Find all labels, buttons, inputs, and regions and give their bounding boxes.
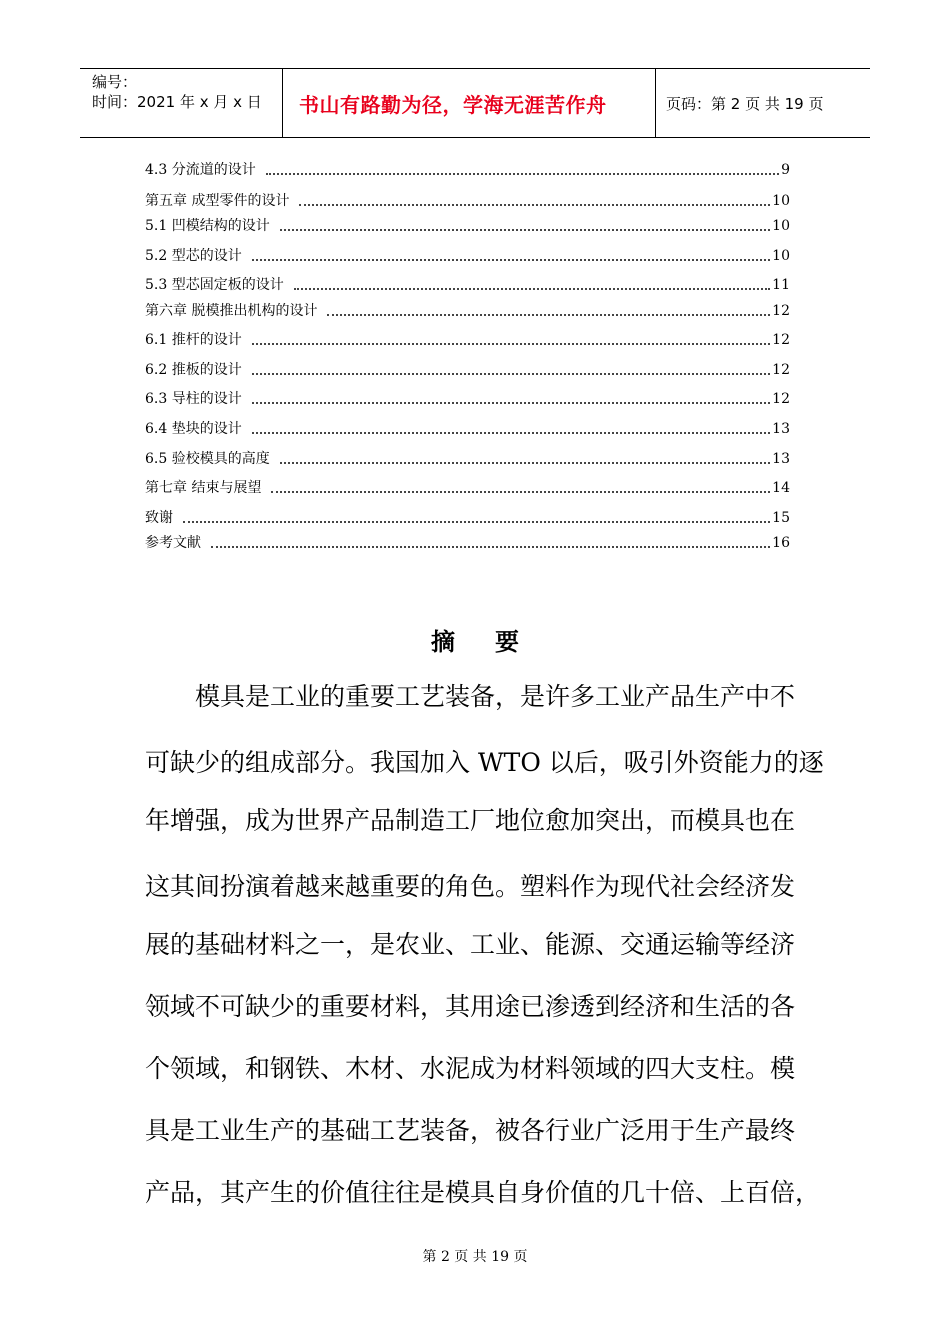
toc-leader-dots — [280, 229, 770, 231]
toc-entry-page: 12 — [772, 391, 790, 407]
toc-leader-dots — [252, 432, 770, 434]
abstract-line: 这其间扮演着越来越重要的角色。塑料作为现代社会经济发 — [145, 872, 796, 901]
toc-entry-title: 5.3 型芯固定板的设计 — [145, 277, 284, 293]
header-page-info: 页码：第 2 页 共 19 页 — [666, 94, 824, 113]
toc-entry-title: 5.1 凹模结构的设计 — [145, 218, 270, 234]
toc-entry-title: 第五章 成型零件的设计 — [145, 193, 290, 209]
toc-entry-page: 16 — [772, 535, 790, 551]
toc-entry-page: 12 — [772, 332, 790, 348]
header-meta — [80, 69, 282, 137]
toc-entry-title: 第七章 结束与展望 — [145, 480, 262, 496]
toc-entry — [145, 360, 790, 380]
toc-entry — [145, 508, 790, 528]
toc-entry — [145, 301, 790, 321]
abstract-line: 个领域，和钢铁、木材、水泥成为材料领域的四大支柱。模 — [145, 1054, 796, 1083]
toc-entry — [145, 216, 790, 236]
toc-leader-dots — [294, 288, 770, 290]
toc-entry — [145, 160, 790, 180]
abstract-line: 具是工业生产的基础工艺装备，被各行业广泛用于生产最终 — [145, 1116, 796, 1145]
toc-entry-page: 10 — [772, 193, 790, 209]
abstract-line: 年增强，成为世界产品制造工厂地位愈加突出，而模具也在 — [145, 806, 796, 835]
toc-entry — [145, 330, 790, 350]
toc-entry-title: 5.2 型芯的设计 — [145, 248, 242, 264]
toc-entry-page: 13 — [772, 451, 790, 467]
toc-leader-dots — [252, 373, 770, 375]
document-number-label: 编号： — [92, 73, 138, 91]
toc-leader-dots — [271, 491, 770, 493]
toc-entry — [145, 478, 790, 498]
header-motto-cell — [282, 69, 656, 137]
toc-entry — [145, 275, 790, 295]
document-date: 时间：2021 年 x 月 x 日 — [92, 93, 262, 111]
toc-entry-title: 6.4 垫块的设计 — [145, 421, 242, 437]
toc-entry-title: 致谢 — [145, 510, 173, 526]
toc-entry-page: 12 — [772, 303, 790, 319]
toc-entry-title: 4.3 分流道的设计 — [145, 162, 256, 178]
toc-entry-page: 13 — [772, 421, 790, 437]
toc-entry-title: 6.1 推杆的设计 — [145, 332, 242, 348]
abstract-line: 可缺少的组成部分。我国加入 WTO 以后，吸引外资能力的逐 — [145, 748, 824, 777]
toc-leader-dots — [280, 462, 770, 464]
toc-entry — [145, 389, 790, 409]
toc-entry-page: 14 — [772, 480, 790, 496]
toc-entry — [145, 449, 790, 469]
toc-entry-title: 第六章 脱模推出机构的设计 — [145, 303, 318, 319]
toc-entry-page: 12 — [772, 362, 790, 378]
toc-leader-dots — [299, 204, 770, 206]
abstract-heading: 摘要 — [431, 628, 559, 656]
toc-entry-page: 10 — [772, 218, 790, 234]
toc-leader-dots — [183, 521, 770, 523]
toc-leader-dots — [327, 314, 770, 316]
toc-entry — [145, 419, 790, 439]
toc-leader-dots — [266, 173, 779, 175]
abstract-line: 展的基础材料之一，是农业、工业、能源、交通运输等经济 — [145, 930, 796, 959]
header-motto: 书山有路勤为径，学海无涯苦作舟 — [299, 92, 607, 117]
toc-leader-dots — [211, 546, 770, 548]
toc-entry-page: 10 — [772, 248, 790, 264]
toc-entry — [145, 533, 790, 553]
toc-entry-page: 9 — [781, 162, 790, 178]
toc-entry-title: 6.5 验校模具的高度 — [145, 451, 270, 467]
toc-entry-title: 6.2 推板的设计 — [145, 362, 242, 378]
toc-entry-page: 15 — [772, 510, 790, 526]
toc-leader-dots — [252, 402, 770, 404]
abstract-line: 产品，其产生的价值往往是模具自身价值的几十倍、上百倍， — [145, 1178, 821, 1207]
toc-leader-dots — [252, 343, 770, 345]
toc-entry-page: 11 — [772, 277, 790, 293]
abstract-line: 领域不可缺少的重要材料，其用途已渗透到经济和生活的各 — [145, 992, 796, 1021]
abstract-line: 模具是工业的重要工艺装备，是许多工业产品生产中不 — [145, 682, 796, 711]
toc-entry-title: 6.3 导柱的设计 — [145, 391, 242, 407]
toc-leader-dots — [252, 259, 770, 261]
toc-entry-title: 参考文献 — [145, 535, 201, 551]
toc-entry — [145, 191, 790, 211]
page-header — [80, 68, 870, 138]
toc-entry — [145, 246, 790, 266]
header-page-info-cell — [656, 69, 870, 137]
page-footer: 第 2 页 共 19 页 — [422, 1249, 528, 1265]
